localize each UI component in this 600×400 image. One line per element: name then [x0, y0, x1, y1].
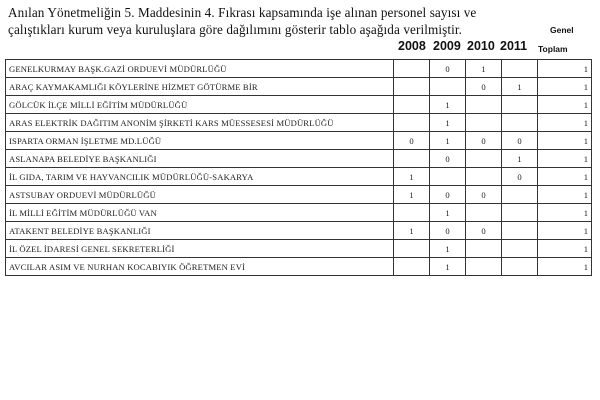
cell-2011: 1 [502, 150, 538, 168]
cell-2009: 1 [430, 114, 466, 132]
table-row [6, 186, 592, 204]
cell-2008 [394, 114, 430, 132]
institution-name: ISPARTA ORMAN İŞLETME MD.LÜĞÜ [6, 132, 394, 150]
table-row [6, 240, 592, 258]
cell-2011 [502, 186, 538, 204]
institution-name: GÖLCÜK İLÇE MİLLİ EĞİTİM MÜDÜRLÜĞÜ [6, 96, 394, 114]
table-row [6, 60, 592, 78]
cell-2010 [466, 168, 502, 186]
table-row [6, 168, 592, 186]
cell-total: 1 [538, 186, 592, 204]
table-row [6, 132, 592, 150]
cell-2009: 1 [430, 96, 466, 114]
cell-total: 1 [538, 78, 592, 96]
cell-total: 1 [538, 150, 592, 168]
intro-line-1: Anılan Yönetmeliğin 5. Maddesinin 4. Fıkrası kapsamında işe alınan personel sayısı ve [8, 5, 477, 20]
table-row [6, 96, 592, 114]
cell-2011: 1 [502, 78, 538, 96]
cell-2008 [394, 240, 430, 258]
cell-2009: 0 [430, 222, 466, 240]
cell-2009 [430, 168, 466, 186]
header-year-2011: 2011 [500, 39, 528, 53]
cell-2009: 1 [430, 258, 466, 276]
cell-total: 1 [538, 222, 592, 240]
header-year-2010: 2010 [467, 39, 495, 53]
table-body [6, 60, 592, 276]
header-year-2008: 2008 [398, 39, 426, 53]
cell-2008: 1 [394, 168, 430, 186]
cell-2010: 0 [466, 132, 502, 150]
header-total-line-2: Toplam [538, 44, 568, 54]
cell-2011 [502, 204, 538, 222]
header-total-line-1: Genel [550, 25, 574, 35]
cell-2011 [502, 240, 538, 258]
cell-2008: 1 [394, 186, 430, 204]
table-row [6, 78, 592, 96]
table-row [6, 150, 592, 168]
cell-2009: 1 [430, 204, 466, 222]
institution-name: İL GIDA, TARIM VE HAYVANCILIK MÜDÜRLÜĞÜ-SAKARYA [6, 168, 394, 186]
cell-2008 [394, 78, 430, 96]
institution-name: ATAKENT BELEDİYE BAŞKANLIĞI [6, 222, 394, 240]
cell-2010 [466, 204, 502, 222]
cell-2010 [466, 114, 502, 132]
cell-2009: 0 [430, 150, 466, 168]
cell-2008: 1 [394, 222, 430, 240]
cell-total: 1 [538, 60, 592, 78]
institution-name: ARAS ELEKTRİK DAĞITIM ANONİM ŞİRKETİ KARS MÜESSESESİ MÜDÜRLÜĞÜ [6, 114, 394, 132]
cell-2009 [430, 78, 466, 96]
cell-2008 [394, 60, 430, 78]
cell-2010 [466, 240, 502, 258]
cell-2010: 0 [466, 78, 502, 96]
cell-2008 [394, 96, 430, 114]
cell-2011: 0 [502, 132, 538, 150]
cell-2008 [394, 150, 430, 168]
cell-2011 [502, 258, 538, 276]
header-year-2009: 2009 [433, 39, 461, 53]
cell-total: 1 [538, 114, 592, 132]
cell-2010 [466, 258, 502, 276]
institution-name: İL ÖZEL İDARESİ GENEL SEKRETERLİĞİ [6, 240, 394, 258]
cell-2010 [466, 150, 502, 168]
cell-2008 [394, 204, 430, 222]
cell-total: 1 [538, 240, 592, 258]
cell-2009: 1 [430, 240, 466, 258]
cell-total: 1 [538, 96, 592, 114]
cell-2009: 0 [430, 60, 466, 78]
cell-2009: 0 [430, 186, 466, 204]
institution-name: GENELKURMAY BAŞK.GAZİ ORDUEVİ MÜDÜRLÜĞÜ [6, 60, 394, 78]
cell-2011 [502, 222, 538, 240]
table-row [6, 114, 592, 132]
institution-name: ASTSUBAY ORDUEVİ MÜDÜRLÜĞÜ [6, 186, 394, 204]
cell-2008 [394, 258, 430, 276]
cell-2009: 1 [430, 132, 466, 150]
cell-2011 [502, 60, 538, 78]
cell-2010: 0 [466, 186, 502, 204]
institution-name: ASLANAPA BELEDİYE BAŞKANLIĞI [6, 150, 394, 168]
cell-2010 [466, 96, 502, 114]
cell-total: 1 [538, 132, 592, 150]
institution-name: ARAÇ KAYMAKAMLIĞI KÖYLERİNE HİZMET GÖTÜRME BİR [6, 78, 394, 96]
cell-total: 1 [538, 204, 592, 222]
institution-name: İL MİLLİ EĞİTİM MÜDÜRLÜĞÜ VAN [6, 204, 394, 222]
personnel-table [5, 59, 592, 276]
table-row [6, 258, 592, 276]
cell-2011: 0 [502, 168, 538, 186]
table-row [6, 222, 592, 240]
intro-line-2: çalıştıkları kurum veya kuruluşlara göre dağılımını gösterir tablo aşağıda verilmiştir. [8, 22, 463, 37]
cell-2011 [502, 96, 538, 114]
intro-paragraph [8, 4, 568, 38]
cell-2010: 1 [466, 60, 502, 78]
cell-total: 1 [538, 168, 592, 186]
cell-total: 1 [538, 258, 592, 276]
cell-2008: 0 [394, 132, 430, 150]
cell-2011 [502, 114, 538, 132]
table-row [6, 204, 592, 222]
institution-name: AVCILAR ASIM VE NURHAN KOCABIYIK ÖĞRETMEN EVİ [6, 258, 394, 276]
cell-2010: 0 [466, 222, 502, 240]
